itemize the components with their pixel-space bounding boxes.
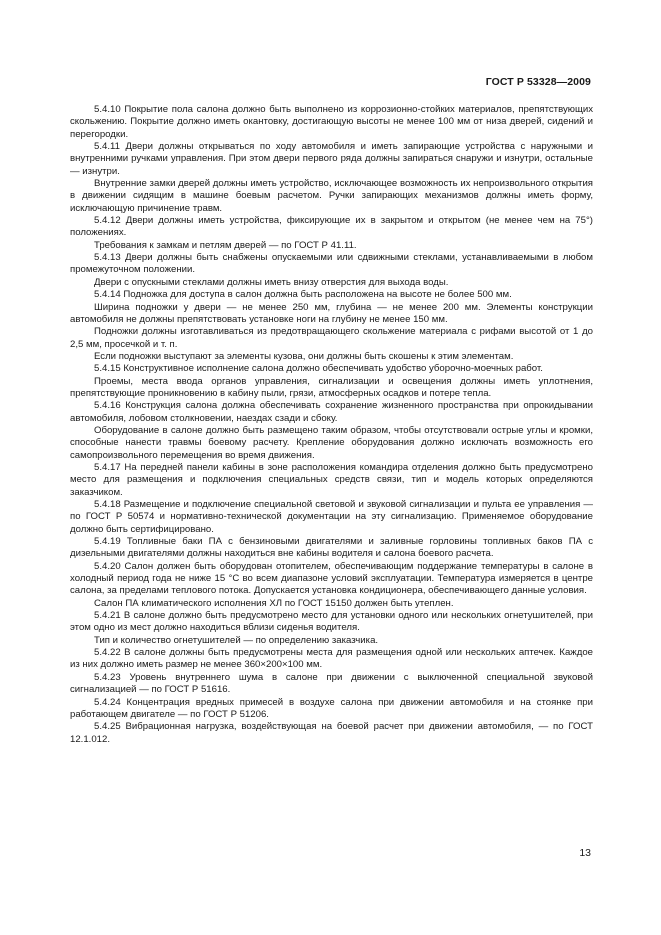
paragraph: 5.4.14 Подножка для доступа в салон должна быть расположена на высоте не более 500 мм.	[94, 289, 512, 301]
paragraph: Оборудование в салоне должно быть размещено таким образом, чтобы отсутствовали острые углы и кромки, способные нанести травмы боевому расчету. Крепление оборудования должно исключать возможность его самопроизвольного перемещения во время движения.	[70, 424, 593, 461]
page-number: 13	[579, 847, 591, 859]
paragraph: 5.4.21 В салоне должно быть предусмотрено место для установки одного или нескольких огнетушителей, при этом одно из мест должно находиться вблизи сиденья водителя.	[70, 610, 593, 634]
paragraph: 5.4.23 Уровень внутреннего шума в салоне при движении с выключенной специальной звуковой сигнализацией — по ГОСТ Р 51616.	[70, 671, 593, 696]
paragraph: 5.4.13 Двери должны быть снабжены опускаемыми или сдвижными стеклами, устанавливаемыми в любом промежуточном положении.	[70, 252, 593, 276]
paragraph: 5.4.20 Салон должен быть оборудован отопителем, обеспечивающим поддержание температуры в салоне в холодный период года не ниже 15 °С во всем диапазоне условий эксплуатации. Температура измеряется в центре салона, за пределами теплового потока. Допускается установка кондиционера, обеспечивающего данные условия.	[70, 560, 593, 597]
paragraph: Салон ПА климатического исполнения ХЛ по ГОСТ 15150 должен быть утеплен.	[94, 597, 454, 609]
document-body	[70, 104, 593, 746]
paragraph: 5.4.22 В салоне должны быть предусмотрены места для размещения одной или нескольких аптечек. Каждое из них должно иметь размер не менее 360×200×100 мм.	[70, 647, 593, 671]
paragraph: 5.4.15 Конструктивное исполнение салона должно обеспечивать удобство уборочно-моечных работ.	[94, 363, 543, 375]
paragraph: Тип и количество огнетушителей — по определению заказчика.	[94, 634, 379, 646]
document-header: ГОСТ Р 53328—2009	[485, 76, 591, 88]
paragraph: Проемы, места ввода органов управления, сигнализации и освещения должны иметь уплотнения, препятствующие проникновению в кабину пыли, грязи, атмосферных осадков и потере тепла.	[70, 375, 593, 399]
paragraph: 5.4.12 Двери должны иметь устройства, фиксирующие их в закрытом и открытом (не менее чем на 75°) положениях.	[70, 215, 593, 239]
paragraph: 5.4.19 Топливные баки ПА с бензиновыми двигателями и заливные горловины топливных баков ПА с дизельными двигателями должны находиться вне кабины водителя и салона боевого расчета.	[70, 536, 593, 560]
paragraph: Подножки должны изготавливаться из предотвращающего скольжение материала с рифами высотой от 1 до 2,5 мм, просечкой и т. п.	[70, 326, 593, 350]
paragraph: 5.4.25 Вибрационная нагрузка, воздействующая на боевой расчет при движении автомобиля, — по ГОСТ 12.1.012.	[70, 721, 593, 745]
paragraph: Если подножки выступают за элементы кузова, они должны быть скошены к этим элементам.	[94, 350, 514, 362]
paragraph: Требования к замкам и петлям дверей — по ГОСТ Р 41.11.	[94, 239, 357, 251]
paragraph: Внутренние замки дверей должны иметь устройство, исключающее возможность их непроизвольного открытия в движении сидящим в машине боевым расчетом. Ручки запирающих механизмов должны иметь форму, исключающую причинение травм.	[70, 178, 593, 214]
paragraph: Двери с опускными стеклами должны иметь внизу отверстия для выхода воды.	[94, 276, 449, 288]
paragraph: 5.4.11 Двери должны открываться по ходу автомобиля и иметь запирающие устройства с наружными и внутренними ручками управления. При этом двери первого ряда должны запираться снаружи и изнутри, остальные — изнутри.	[70, 141, 593, 177]
paragraph: 5.4.17 На передней панели кабины в зоне расположения командира отделения должно быть предусмотрено место для размещения и подключения специальных средств связи, тип и модель которых определяются заказчиком.	[70, 461, 593, 498]
paragraph: 5.4.24 Концентрация вредных примесей в воздухе салона при движении автомобиля и на стоянке при работающем двигателе — по ГОСТ Р 51206.	[70, 696, 593, 720]
paragraph: 5.4.18 Размещение и подключение специальной световой и звуковой сигнализации и пульта ее управления — по ГОСТ Р 50574 и нормативно-технической документации на эту сигнализацию. Применяемое оборудование должно быть сертифицировано.	[70, 499, 593, 535]
paragraph: Ширина подножки у двери — не менее 250 мм, глубина — не менее 200 мм. Элементы конструкции автомобиля не должны препятствовать установке ноги на глубину не менее 150 мм.	[70, 301, 593, 325]
paragraph: 5.4.16 Конструкция салона должна обеспечивать сохранение жизненного пространства при опрокидывании автомобиля, лобовом столкновении, наездах сзади и сбоку.	[70, 400, 593, 424]
paragraph: 5.4.10 Покрытие пола салона должно быть выполнено из коррозионно-стойких материалов, препятствующих скольжению. Покрытие должно иметь окантовку, достигающую высоты не менее 100 мм от низа дверей, сидений и перегородки.	[70, 104, 593, 140]
